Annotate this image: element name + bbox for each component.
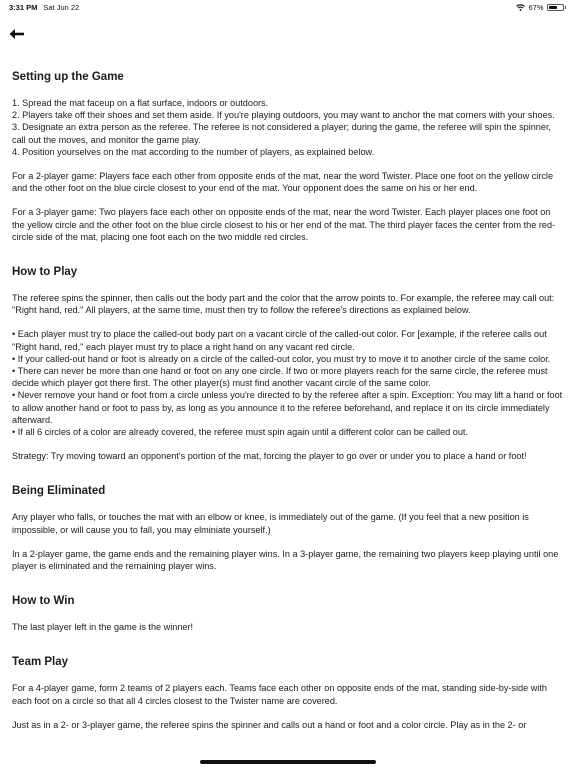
status-right — [516, 3, 566, 12]
section-heading: How to Play — [12, 266, 78, 279]
paragraph: The last player left in the game is the winner! — [12, 622, 194, 633]
status-bar — [0, 0, 576, 14]
battery-fill — [549, 6, 558, 9]
paragraph: • Each player must try to place the called-out body part on a vacant circle of the called-out color. For [example, if the referee calls out "Right hand, red," each player must try to place a right hand on any vacant red circle. • If your called-out hand or foot is already on a circle of the called-out color, you must try to move it to another circle of the same color. • There can never be more than one hand or foot on any one circle. If two or more players reach for the same circle, the referee must decide which player got there first. The other player(s) must find another vacant circle of the same color. • Never remove your hand or foot from a circle unless you're directed to by the referee after a spin. Exception: You may lift a hand or foot to allow another hand or foot to pass by, as long as you announce it to the referee beforehand, and replace it on its circle immediately afterward. • If all 6 circles of a color are already covered, the referee must spin again until a different color can be called out. — [12, 329, 563, 438]
back-button[interactable] — [9, 27, 31, 43]
paragraph: For a 3-player game: Two players face each other on opposite ends of the mat, near the word Twister. Each player places one foot on the yellow circle and the other foot on the blue circle closest to his or her end of the mat. The third player faces the center from the red-circle side of the mat, placing one foot each on the two middle red circles. — [12, 207, 556, 242]
paragraph: Any player who falls, or touches the mat with an elbow or knee, is immediately out of the game. (If you feel that a new position is impossible, or will cause you to fall, you may elminiate yourself.) — [12, 512, 529, 535]
rules-content — [12, 70, 564, 731]
paragraph: Strategy: Try moving toward an opponent's portion of the mat, forcing the player to go over or under you to place a hand or foot! — [12, 451, 527, 462]
wifi-icon — [516, 4, 525, 11]
section-heading: Setting up the Game — [12, 71, 124, 83]
section-heading: How to Win — [12, 595, 75, 608]
battery-percent: 67% — [528, 3, 544, 12]
paragraph: For a 4-player game, form 2 teams of 2 players each. Teams face each other on opposite ends of the mat, standing side-by-side with each foot on a circle so that all 4 circles closest to the Twister name are covered. — [12, 683, 547, 706]
section-heading: Team Play — [12, 656, 69, 669]
paragraph: For a 2-player game: Players face each other from opposite ends of the mat, near the word Twister. Place one foot on the yellow circle and the other foot on the blue circle closest to your end of the mat. Your opponent does the same on his or her end. — [12, 171, 554, 194]
paragraph: The referee spins the spinner, then calls out the body part and the color that the arrow points to. For example, the referee may call out: "Right hand, red." All players, at the same time, must then try to follow the referee's directions as explained below. — [12, 293, 555, 316]
paragraph: Just as in a 2- or 3-player game, the referee spins the spinner and calls out a hand or foot and a color circle. Play as in the 2- or — [12, 719, 527, 730]
paragraph: 1. Spread the mat faceup on a flat surface, indoors or outdoors. 2. Players take off their shoes and set them aside. If you're playing outdoors, you may want to anchor the mat corners with your shoes. 3. Designate an extra person as the referee. The referee is not considered a player; during the game, the referee will spin the spinner, call out the moves, and monitor the game play. 4. Position yourselves on the mat according to the number of players, as explained below. — [12, 98, 555, 157]
section-heading: Being Eliminated — [12, 485, 106, 498]
status-time: 3:31 PM — [9, 3, 38, 12]
status-date: Sat Jun 22 — [43, 3, 80, 12]
status-left — [9, 3, 79, 12]
home-indicator[interactable] — [200, 760, 376, 764]
battery-tip — [565, 6, 567, 9]
arrow-left-icon — [9, 28, 25, 40]
battery-icon — [547, 4, 564, 11]
paragraph: In a 2-player game, the game ends and the remaining player wins. In a 3-player game, the remaining two players keep playing until one player is eliminated and the remaining player wins. — [12, 548, 559, 572]
